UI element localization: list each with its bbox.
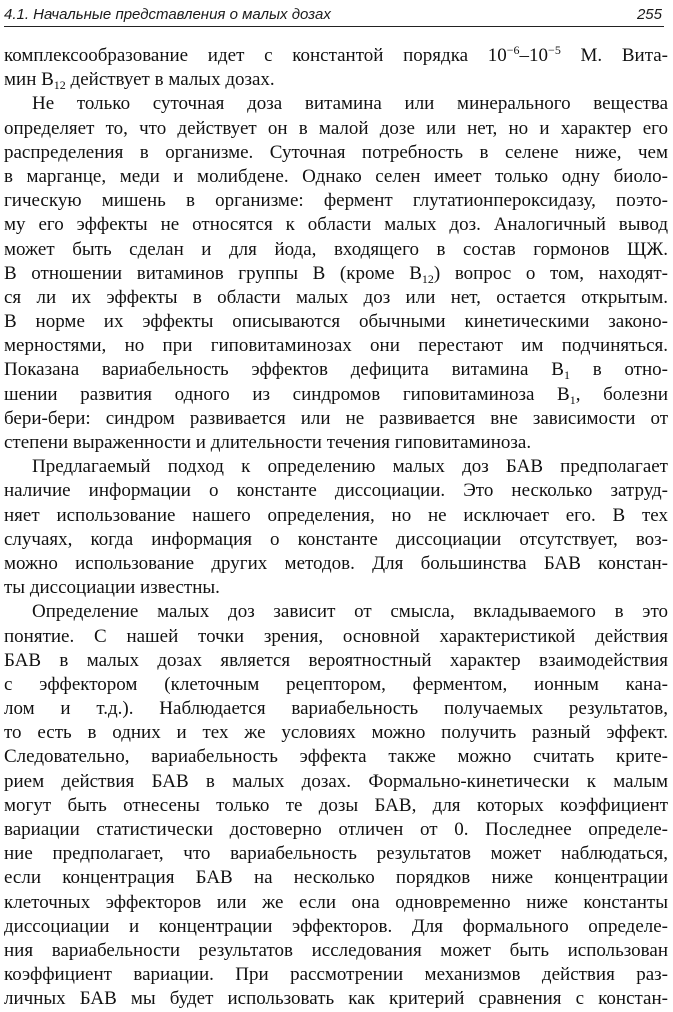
header-rule — [4, 26, 664, 27]
text-line: Показана вариабельность эффектов дефицита витамина $B_1$ в отно- — [4, 359, 668, 383]
text-line: лом и т.д.). Наблюдается вариабельность получаемых результатов, — [4, 698, 668, 720]
paragraph-4 — [4, 600, 668, 1011]
text-line: комплексообразование идет с константой порядка $10^{-6}-10^{-5}$ М. Вита- — [4, 43, 668, 66]
subscript: 1 — [569, 392, 576, 407]
text-line: В отношении витаминов группы B (кроме $B_{12}$) вопрос о том, находят- — [4, 262, 668, 286]
text-line: мерностями, но при гиповитаминозах они перестают им подчиняться. — [4, 335, 668, 357]
text-line: Определение малых доз зависит от смысла, вкладываемого в это — [32, 601, 668, 623]
text-line: БАВ в малых дозах является вероятностный характер взаимодействия — [4, 649, 668, 671]
text-line: если концентрация БАВ на несколько порядков ниже концентрации — [4, 867, 668, 889]
text-line: с эффектором (клеточным рецептором, ферментом, ионным кана- — [4, 673, 668, 695]
text-line: Предлагаемый подход к определению малых доз БАВ предполагает — [32, 456, 668, 478]
text-line: коэффициент вариации. При рассмотрении механизмов действия раз- — [4, 964, 668, 986]
exponent: −6 — [506, 43, 520, 57]
text-line: рием действия БАВ в малых дозах. Формально-кинетически к малым — [4, 770, 668, 792]
text-line: диссоциации и концентрации эффекторов. Для формального определе- — [4, 915, 668, 937]
page-number: 255 — [636, 6, 662, 23]
subscript: 1 — [563, 368, 570, 383]
text-line: личных БАВ мы будет использовать как критерий сравнения с констан- — [4, 988, 668, 1010]
text-line: степени выраженности и длительности течения гиповитаминоза. — [4, 432, 532, 453]
paragraph-2 — [4, 92, 668, 455]
text-line: определяет то, что действует он в малой дозе или нет, но и характер его — [4, 117, 668, 139]
text-line: вариации статистически достоверно отличен от 0. Последнее определе- — [4, 819, 668, 840]
text-line: наличие информации о константе диссоциации. Это несколько затруд- — [4, 480, 668, 502]
text-line: бери-бери: синдром развивается или не развивается вне зависимости от — [4, 407, 668, 429]
text-line: клеточных эффекторов или же если она одновременно ниже константы — [4, 891, 668, 913]
text-line: случаях, когда информация о константе диссоциации отсутствует, воз- — [4, 528, 668, 550]
text-line: му его эффекты не относятся к области малых доз. Аналогичный вывод — [4, 214, 668, 236]
text-line: в марганце, меди и молибдене. Однако селен имеет только одну биоло- — [4, 165, 668, 187]
text-line: В норме их эффекты описываются обычными кинетическими законо- — [4, 311, 668, 333]
text-line: может быть сделан и для йода, входящего в состав гормонов ЩЖ. — [4, 238, 668, 260]
text-line: то есть в одних и тех же условиях можно получить разный эффект. — [4, 722, 668, 744]
text-line: можно использование других методов. Для большинства БАВ констан- — [4, 552, 668, 574]
paragraph-1 — [4, 44, 668, 92]
subscript: 12 — [53, 78, 66, 93]
subscript: 12 — [421, 271, 434, 286]
text-line: мин $B_{12}$ действует в малых дозах. — [4, 69, 275, 93]
text-line: распределения в организме. Суточная потребность в селене ниже, чем — [4, 141, 668, 163]
text-line: няет использование нашего определения, но не исключает его. В тех — [4, 504, 668, 526]
text-line: ния вариабельности результатов исследования может быть использован — [4, 939, 668, 961]
text-line: ты диссоциации известны. — [4, 577, 220, 599]
text-line: Следовательно, вариабельность эффекта также можно считать крите- — [4, 746, 668, 768]
text-line: Не только суточная доза витамина или минерального вещества — [32, 93, 668, 115]
text-line: гическую мишень в организме: фермент глутатионпероксидазу, поэто- — [4, 190, 668, 212]
exponent: −5 — [548, 43, 561, 57]
body-text — [4, 44, 668, 1012]
paragraph-3 — [4, 455, 668, 600]
text-line: ся ли их эффекты в области малых доз или нет, остается открытым. — [4, 286, 668, 308]
section-title: 4.1. Начальные представления о малых дозах — [4, 6, 331, 23]
text-line: понятие. С нашей точки зрения, основной характеристикой действия — [4, 625, 668, 647]
text-line: могут быть отнесены только те дозы БАВ, для которых коэффициент — [4, 794, 668, 816]
text-line: шении развития одного из синдромов гиповитаминоза $B_1$, болезни — [4, 383, 668, 407]
running-header — [4, 4, 662, 26]
text-line: ние предполагает, что вариабельность результатов может наблюдаться, — [4, 843, 668, 865]
